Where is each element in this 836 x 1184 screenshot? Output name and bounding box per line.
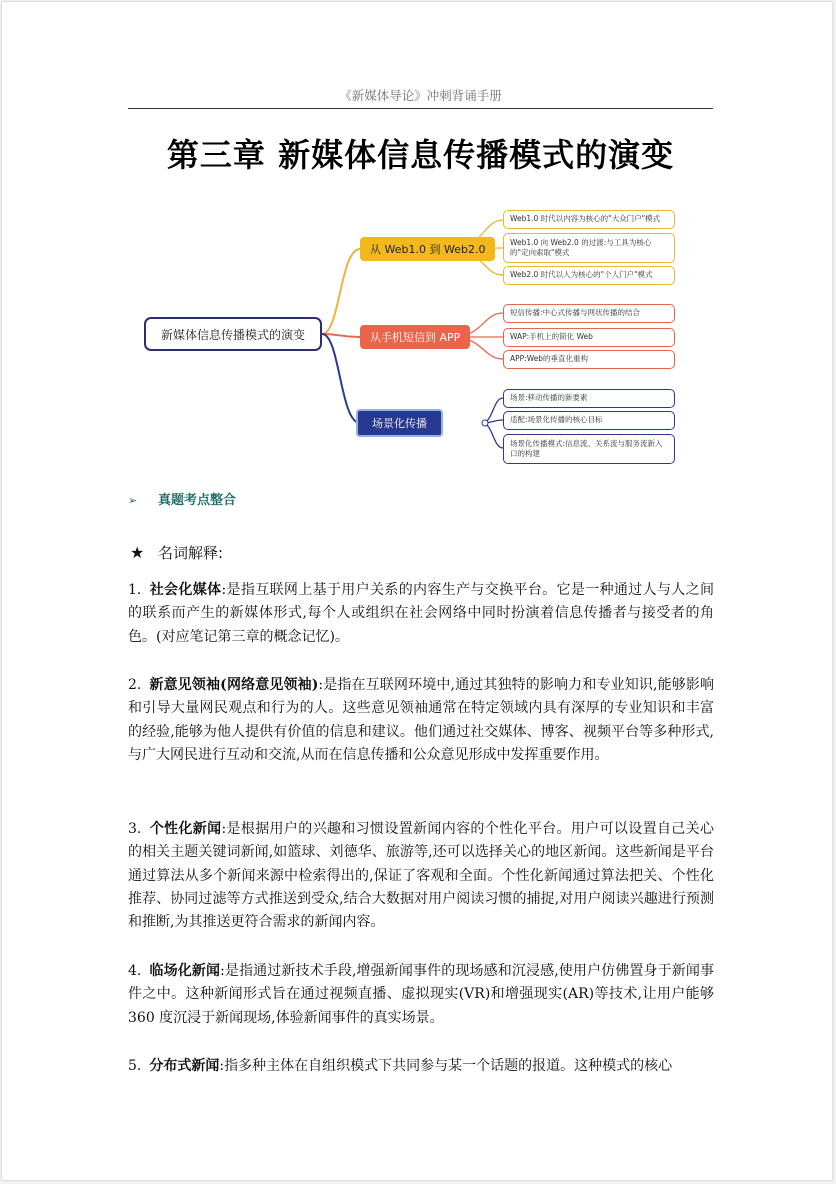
chapter-title: 第三章 新媒体信息传播模式的演变 xyxy=(166,136,675,174)
running-header: 《新媒体导论》冲刺背诵手册 xyxy=(339,88,502,103)
section-heading-text: 真题考点整合 xyxy=(158,493,237,508)
entry-term: 分布式新闻 xyxy=(149,1058,220,1074)
entry-body: :是指互联网上基于用户关系的内容生产与交换平台。它是一种通过人与人之间的联系而产生的新媒体形式,每个人或组织在社会网络中同时扮演着信息传播者与接受者的角色。(对应笔记第三章的概念记忆)。 xyxy=(128,582,715,645)
entry-number: 5. xyxy=(128,1058,142,1074)
arrow-bullet-icon: ➢ xyxy=(128,494,138,507)
entry-term: 社会化媒体 xyxy=(149,582,222,598)
entry-number: 2. xyxy=(128,677,142,693)
star-icon: ★ xyxy=(130,543,145,562)
entry-term: 个性化新闻 xyxy=(149,821,222,837)
sub-heading-text: 名词解释: xyxy=(158,544,224,562)
mindmap-leaf: 场景:移动传播的新要素 xyxy=(503,389,675,408)
mindmap-branch-web: 从 Web1.0 到 Web2.0 xyxy=(360,237,495,261)
document-page xyxy=(2,2,832,1180)
section-heading xyxy=(128,489,236,508)
mindmap-branch-scene: 场景化传播 xyxy=(356,409,443,437)
mindmap-leaf: Web2.0 时代以人为核心的"个人门户"模式 xyxy=(503,266,675,285)
definition-entry xyxy=(128,960,714,1030)
entry-body: :是指在互联网环境中,通过其独特的影响力和专业知识,能够影响和引导大量网民观点和行为的人。这些意见领袖通常在特定领域内具有深厚的专业知识和丰富的经验,能够为他人提供有价值的信息和建议。他们通过社交媒体、博客、视频平台等多种形式,与广大网民进行互动和交流,从而在信息传播和公众意见形成中发挥重要作用。 xyxy=(128,677,715,763)
mindmap-branch-mobile: 从手机短信到 APP xyxy=(360,325,470,349)
entry-number: 4. xyxy=(128,963,142,979)
mindmap-leaf: Web1.0 向 Web2.0 的过渡:与工具为核心的"定向索取"模式 xyxy=(503,233,675,263)
definition-entry xyxy=(128,674,714,767)
mindmap-root: 新媒体信息传播模式的演变 xyxy=(144,317,322,351)
entry-term: 新意见领袖(网络意见领袖) xyxy=(149,677,319,693)
entry-body: :是指通过新技术手段,增强新闻事件的现场感和沉浸感,使用户仿佛置身于新闻事件之中。这种新闻形式旨在通过视频直播、虚拟现实(VR)和增强现实(AR)等技术,让用户能够 360 度沉浸于新闻现场,体验新闻事件的真实场景。 xyxy=(128,963,714,1026)
entry-term: 临场化新闻 xyxy=(149,963,221,979)
mindmap-leaf: 适配:场景化传播的核心目标 xyxy=(503,411,675,430)
mindmap-diagram xyxy=(128,202,713,472)
mindmap-leaf: 场景化传播模式:信息流、关系流与服务流新入口的构建 xyxy=(503,434,675,464)
definition-entry xyxy=(128,818,714,934)
entry-body: :是根据用户的兴趣和习惯设置新闻内容的个性化平台。用户可以设置自己关心的相关主题关键词新闻,如篮球、刘德华、旅游等,还可以选择关心的地区新闻。这些新闻是平台通过算法从多个新闻来源中检索得出的,保证了客观和全面。个性化新闻通过算法把关、个性化推荐、协同过滤等方式推送到受众,结合大数据对用户阅读习惯的捕捉,对用户阅读兴趣进行预测和推断,为其推送更符合需求的新闻内容。 xyxy=(128,821,715,931)
mindmap-leaf: APP:Web的垂直化重构 xyxy=(503,350,675,369)
entry-body: :指多种主体在自组织模式下共同参与某一个话题的报道。这种模式的核心 xyxy=(219,1058,673,1074)
definition-entry xyxy=(128,579,714,649)
entry-number: 3. xyxy=(128,821,142,837)
sub-heading xyxy=(130,542,223,563)
mindmap-leaf: WAP:手机上的简化 Web xyxy=(503,328,675,347)
definition-entry xyxy=(128,1055,714,1078)
mindmap-leaf: 短信传播:中心式传播与网状传播的结合 xyxy=(503,304,675,323)
entry-number: 1. xyxy=(128,582,142,598)
header-rule xyxy=(128,108,713,109)
mindmap-leaf: Web1.0 时代以内容为核心的"大众门户"模式 xyxy=(503,210,675,229)
